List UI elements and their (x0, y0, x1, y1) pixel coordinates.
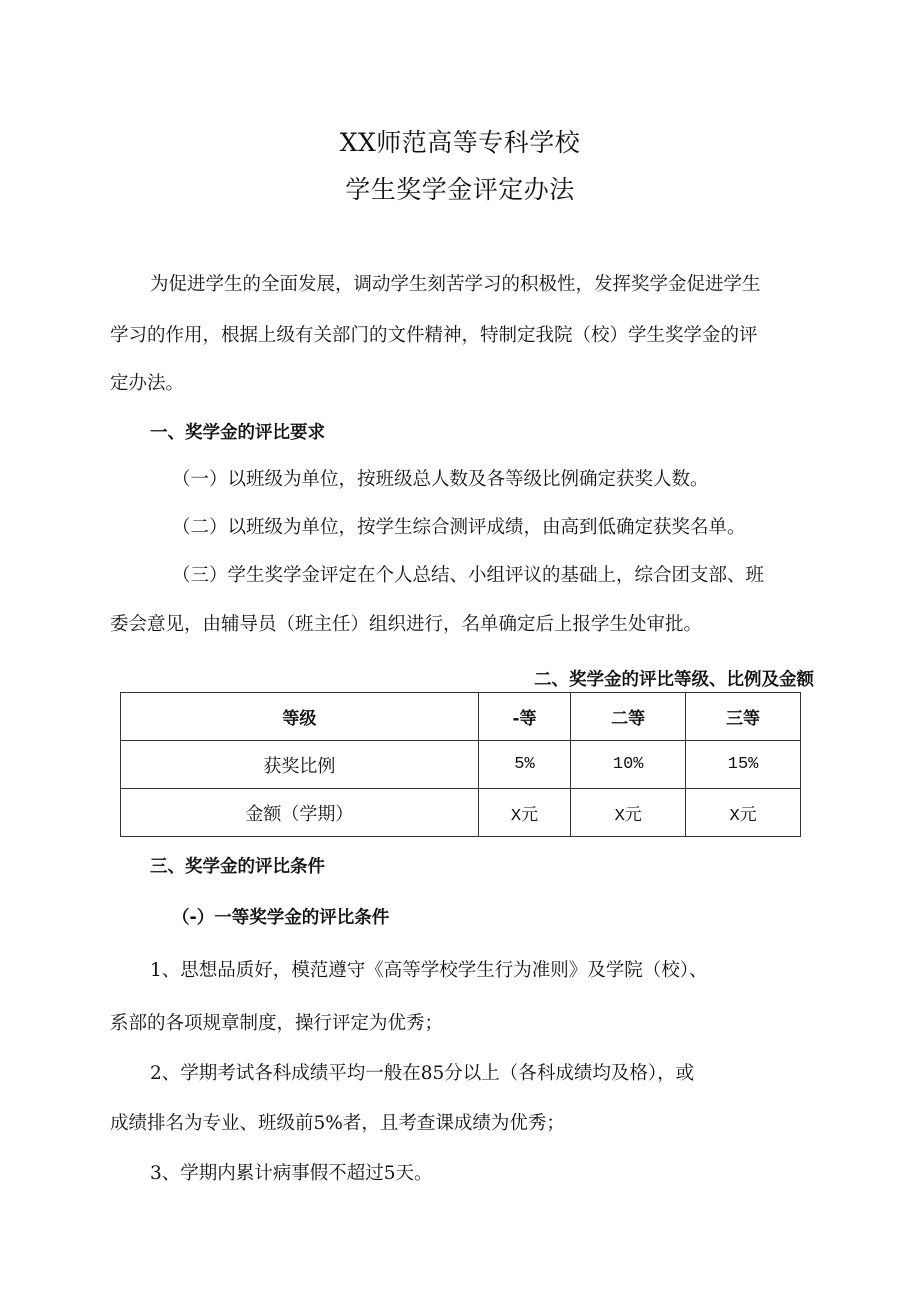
table-header-cell: -等 (478, 693, 571, 741)
section-3-subheading: （-）一等奖学金的评比条件 (172, 908, 390, 928)
section-1-item-3-line-2: 委会意见，由辅导员（班主任）组织进行，名单确定后上报学生处审批。 (110, 614, 703, 635)
section-1-heading: 一、奖学金的评比要求 (150, 423, 325, 443)
table-header-row (121, 693, 801, 741)
section-1-item-2: （二）以班级为单位，按学生综合测评成绩，由高到低确定获奖名单。 (172, 517, 746, 538)
table-header-cell: 二等 (571, 693, 686, 741)
table-header-cell: 等级 (121, 693, 479, 741)
table-row (121, 789, 801, 837)
section-3-heading: 三、奖学金的评比条件 (150, 857, 325, 877)
section-1-item-3-line-1: （三）学生奖学金评定在个人总结、小组评议的基础上，综合团支部、班 (172, 565, 765, 586)
scholarship-grade-table (120, 692, 801, 837)
condition-1-line-2: 系部的各项规章制度，操行评定为优秀； (110, 1013, 444, 1034)
condition-3: 3、学期内累计病事假不超过5天。 (150, 1163, 433, 1184)
table-cell: 金额（学期） (121, 789, 479, 837)
table-cell: 获奖比例 (121, 741, 479, 789)
table-cell: 5% (478, 741, 571, 789)
table-cell: 10% (571, 741, 686, 789)
condition-2-line-1: 2、学期考试各科成绩平均一般在85分以上（各科成绩均及格），或 (150, 1063, 695, 1084)
table-cell: 15% (686, 741, 801, 789)
condition-2-line-2: 成绩排名为专业、班级前5%者，且考查课成绩为优秀； (110, 1113, 565, 1134)
intro-paragraph-line-1: 为促进学生的全面发展，调动学生刻苦学习的积极性，发挥奖学金促进学生 (150, 274, 761, 295)
section-1-item-1: （一）以班级为单位，按班级总人数及各等级比例确定获奖人数。 (172, 469, 709, 490)
table-cell: X元 (571, 789, 686, 837)
document-title-line-1: XX师范高等专科学校 (339, 128, 581, 157)
section-2-heading: 二、奖学金的评比等级、比例及金额 (534, 670, 814, 690)
intro-paragraph-line-3: 定办法。 (110, 373, 185, 394)
condition-1-line-1: 1、思想品质好，模范遵守《高等学校学生行为准则》及学院（校）、 (150, 960, 708, 981)
intro-paragraph-line-2: 学习的作用，根据上级有关部门的文件精神，特制定我院（校）学生奖学金的评 (110, 325, 758, 346)
table-header-cell: 三等 (686, 693, 801, 741)
table-cell: X元 (686, 789, 801, 837)
table-row (121, 741, 801, 789)
document-title-line-2: 学生奖学金评定办法 (345, 175, 575, 204)
table-cell: X元 (478, 789, 571, 837)
